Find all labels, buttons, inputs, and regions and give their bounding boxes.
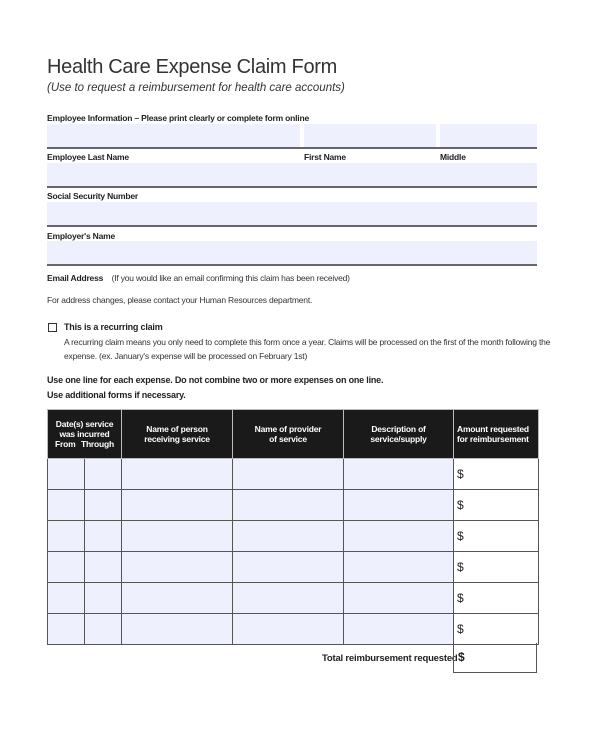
ssn-label: Social Security Number (47, 191, 139, 201)
email-label: Email Address (47, 273, 104, 283)
provider-header (233, 410, 344, 459)
amount-cell[interactable] (454, 459, 539, 490)
header-text: receiving service (144, 434, 210, 444)
description-cell[interactable] (344, 583, 454, 614)
table-row (48, 552, 539, 583)
expense-table (47, 409, 539, 645)
dollar-sign: $ (457, 560, 464, 574)
person-cell[interactable] (122, 521, 233, 552)
divider (47, 147, 537, 149)
employer-input[interactable] (47, 202, 537, 225)
email-label-row (47, 268, 350, 286)
first-name-input[interactable] (304, 124, 436, 148)
dates-header (48, 410, 122, 459)
provider-cell[interactable] (233, 583, 344, 614)
last-name-input[interactable] (47, 124, 300, 148)
address-note: For address changes, please contact your Human Resources department. (47, 295, 313, 305)
dollar-sign: $ (457, 622, 464, 636)
form-subtitle: (Use to request a reimbursement for health care accounts) (47, 82, 345, 94)
provider-cell[interactable] (233, 614, 344, 645)
person-cell[interactable] (122, 552, 233, 583)
amount-cell[interactable] (454, 583, 539, 614)
description-cell[interactable] (344, 614, 454, 645)
instruction-line: Use additional forms if necessary. (47, 390, 186, 400)
header-text: service/supply (370, 434, 427, 444)
description-cell[interactable] (344, 552, 454, 583)
person-cell[interactable] (122, 459, 233, 490)
from-header: From (55, 439, 76, 449)
header-text: Amount requested (457, 424, 529, 434)
amount-cell[interactable] (454, 490, 539, 521)
table-row (48, 490, 539, 521)
first-name-label: First Name (304, 152, 346, 162)
recurring-label: This is a recurring claim (64, 322, 163, 332)
from-cell[interactable] (48, 583, 85, 614)
middle-label: Middle (440, 152, 466, 162)
provider-cell[interactable] (233, 521, 344, 552)
recurring-desc: A recurring claim means you only need to complete this form once a year. Claims will be processed on the first of the month following the (64, 337, 551, 347)
employer-label: Employer's Name (47, 231, 115, 241)
form-title: Health Care Expense Claim Form (47, 56, 337, 78)
amount-cell[interactable] (454, 614, 539, 645)
provider-cell[interactable] (233, 490, 344, 521)
person-header (122, 410, 233, 459)
through-cell[interactable] (85, 459, 122, 490)
email-note: (If you would like an email confirming this claim has been received) (111, 273, 350, 283)
description-header (344, 410, 454, 459)
header-text: Name of person (146, 424, 208, 434)
through-header: Through (80, 439, 115, 449)
description-cell[interactable] (344, 490, 454, 521)
total-amount-field[interactable] (453, 643, 537, 673)
through-cell[interactable] (85, 490, 122, 521)
divider (47, 186, 537, 188)
header-text: of service (269, 434, 307, 444)
amount-cell[interactable] (454, 552, 539, 583)
through-cell[interactable] (85, 614, 122, 645)
middle-name-input[interactable] (440, 124, 537, 148)
dollar-sign: $ (457, 529, 464, 543)
table-row (48, 583, 539, 614)
through-cell[interactable] (85, 552, 122, 583)
from-cell[interactable] (48, 521, 85, 552)
header-text: was incurred (59, 429, 110, 439)
from-cell[interactable] (48, 459, 85, 490)
dollar-sign: $ (457, 591, 464, 605)
instruction-line: Use one line for each expense. Do not combine two or more expenses on one line. (47, 375, 384, 385)
divider (47, 264, 537, 266)
recurring-checkbox[interactable] (48, 323, 57, 332)
description-cell[interactable] (344, 521, 454, 552)
from-cell[interactable] (48, 614, 85, 645)
header-text: Description of (371, 424, 426, 434)
through-cell[interactable] (85, 583, 122, 614)
person-cell[interactable] (122, 583, 233, 614)
amount-cell[interactable] (454, 521, 539, 552)
provider-cell[interactable] (233, 459, 344, 490)
header-text: Date(s) service (55, 419, 114, 429)
through-cell[interactable] (85, 521, 122, 552)
person-cell[interactable] (122, 490, 233, 521)
provider-cell[interactable] (233, 552, 344, 583)
amount-header (454, 410, 539, 459)
person-cell[interactable] (122, 614, 233, 645)
table-header-row (48, 410, 539, 459)
employee-info-heading: Employee Information – Please print clearly or complete form online (47, 113, 309, 123)
table-row (48, 459, 539, 490)
email-input[interactable] (47, 241, 537, 264)
total-label: Total reimbursement requested (322, 653, 458, 664)
last-name-label: Employee Last Name (47, 152, 129, 162)
ssn-input[interactable] (47, 163, 537, 186)
from-cell[interactable] (48, 490, 85, 521)
from-cell[interactable] (48, 552, 85, 583)
description-cell[interactable] (344, 459, 454, 490)
header-text: for reimbursement (457, 434, 529, 444)
table-row (48, 521, 539, 552)
dollar-sign: $ (457, 498, 464, 512)
recurring-desc-2: expense. (ex. January's expense will be processed on February 1st) (64, 351, 308, 361)
header-text: Name of provider (254, 424, 322, 434)
dollar-sign: $ (457, 467, 464, 481)
table-row (48, 614, 539, 645)
dollar-sign: $ (458, 650, 465, 664)
divider (47, 225, 537, 227)
